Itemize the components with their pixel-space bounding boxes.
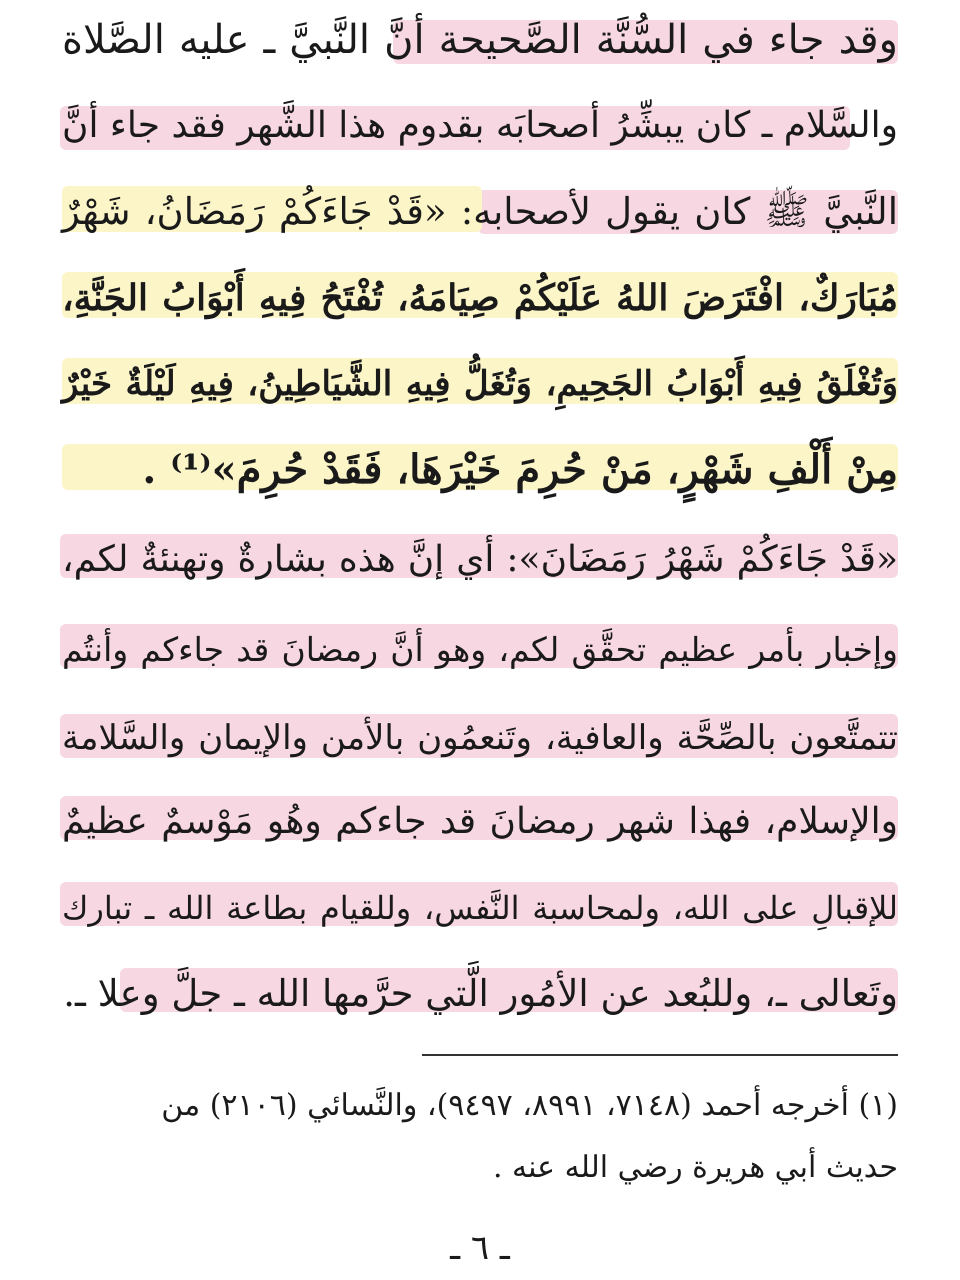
body-line: «قَدْ جَاءَكُمْ شَهْرُ رَمَضَانَ»: أي إنَّ هذه بشارةٌ وتهنئةٌ لكم،: [62, 539, 898, 580]
hadith-line: مُبَارَكٌ، افْتَرَضَ اللهُ عَلَيْكُمْ صِيَامَهُ، تُفْتَحُ فِيهِ أَبْوَابُ الجَنَّةِ،: [62, 277, 898, 319]
body-line: وإخبار بأمر عظيم تحقَّق لكم، وهو أنَّ رمضانَ قد جاءكم وأنتُم: [62, 630, 898, 669]
page-number: ـ ٦ ـ: [450, 1228, 510, 1268]
footnote-separator: [422, 1054, 898, 1056]
body-line: وتَعالى ـ، وللبُعد عن الأمُور الَّتي حرَّمها الله ـ جلَّ وعلا ـ.: [63, 972, 898, 1015]
body-line: للإقبالِ على الله، ولمحاسبة النَّفس، وللقيام بطاعة الله ـ تبارك: [62, 889, 898, 927]
hadith-line: مِنْ أَلْفِ شَهْرٍ، مَنْ حُرِمَ خَيْرَهَا، فَقَدْ حُرِمَ»⁽¹⁾ .: [142, 446, 898, 493]
body-line: وقد جاء في السُّنَّة الصَّحيحة أنَّ النَّبيَّ ـ عليه الصَّلاة: [62, 17, 898, 63]
footnote-line: (١) أخرجه أحمد (٧١٤٨، ٨٩٩١، ٩٤٩٧)، والنَّسائي (٢١٠٦) من: [161, 1088, 898, 1123]
body-line: والسَّلام ـ كان يبشِّرُ أصحابَه بقدوم هذا الشَّهر فقد جاء أنَّ: [62, 105, 898, 146]
footnote-line: حديث أبي هريرة رضي الله عنه .: [492, 1150, 898, 1185]
body-line: والإسلام، فهذا شهر رمضانَ قد جاءكم وهُو مَوْسمٌ عظيمٌ: [62, 801, 898, 842]
body-line: تتمتَّعون بالصِّحَّة والعافية، وتَنعمُون بالأمن والإيمان والسَّلامة: [62, 718, 898, 758]
body-line: النَّبيَّ ﷺ كان يقول لأصحابه: «قَدْ جَاءَكُمْ رَمَضَانُ، شَهْرٌ: [62, 190, 898, 233]
hadith-line: وَتُغْلَقُ فِيهِ أَبْوَابُ الجَحِيمِ، وَتُغَلُّ فِيهِ الشَّيَاطِينُ، فِيهِ لَيْلَةٌ خَيْرٌ: [62, 364, 898, 404]
